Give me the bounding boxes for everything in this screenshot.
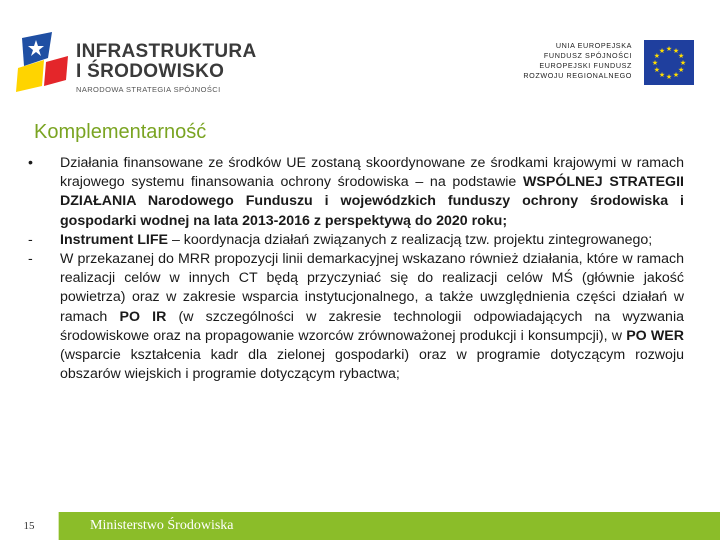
item-text-plain: W przekazanej do MRR propozycji linii demarkacyjnej wskazano również działania, które w ramach realizacji celów w innych CT będą przyczyniać się do realizacji celów MŚ (głównie jakość powietrza) oraz w zakresie wsparcia instytucjonalnego, a także uwzględnienia części działań w ramach: [60, 251, 684, 325]
list-item: [28, 231, 684, 250]
eu-text: [523, 41, 632, 81]
eu-star-icon: ★: [679, 60, 687, 67]
list-item: [28, 250, 684, 384]
eu-star-icon: ★: [672, 47, 680, 55]
eu-line: UNIA EUROPEJSKA: [555, 41, 632, 50]
eu-line: ROZWOJU REGIONALNEGO: [523, 71, 632, 80]
eu-star-icon: ★: [651, 60, 659, 67]
eu-star-icon: ★: [672, 72, 680, 80]
slide-title: Komplementarność: [34, 121, 207, 143]
eu-star-icon: ★: [677, 53, 685, 60]
item-text-plain: (w szczególności w zakresie technologii odpowiadających na wyzwania środowiskowe oraz na propagowanie wzorców zrównoważonej produkcji i konsumpcji), w: [60, 308, 684, 344]
list-item: [28, 154, 684, 231]
eu-flag-icon: [644, 40, 694, 85]
bullet-marker: •: [28, 155, 33, 171]
eu-line: FUNDUSZ SPÓJNOŚCI: [543, 51, 632, 60]
item-text-bold: PO IR: [119, 308, 167, 325]
logo-title-line2: I ŚRODOWISKO: [76, 61, 225, 82]
footer-bar: [0, 512, 720, 540]
list-item-text: [60, 154, 684, 231]
item-text-plain: Działania finansowane ze środków UE zostaną skoordynowane ze środkami krajowymi w ramach krajowego systemu finansowania ochrony środowiska – na podstawie: [60, 155, 684, 191]
dash-marker: -: [28, 231, 33, 248]
item-text-bold: PO WER: [626, 327, 684, 344]
eu-star-icon: ★: [658, 47, 666, 55]
eu-line: EUROPEJSKI FUNDUSZ: [539, 61, 632, 70]
eu-star-icon: ★: [658, 72, 666, 80]
eu-star-icon: ★: [653, 53, 661, 60]
eu-logo: [523, 40, 694, 85]
infrastruktura-logo: [14, 28, 257, 98]
logo-subtitle: NARODOWA STRATEGIA SPÓJNOŚCI: [76, 85, 221, 94]
logo-title-line1: INFRASTRUKTURA: [76, 41, 257, 62]
list-item-text: [60, 231, 684, 250]
eu-star-icon: ★: [665, 74, 673, 81]
eu-star-icon: ★: [677, 67, 685, 74]
item-text-bold: WSPÓLNEJ STRATEGII DZIAŁANIA Narodowego Funduszu i wojewódzkich funduszy ochrony środowiska i gospodarki wodnej na lata 2013-2016 z perspektywą do 2020 roku;: [60, 174, 684, 229]
list-item-text: [60, 250, 684, 384]
eu-star-icon: ★: [653, 67, 661, 74]
dash-marker: -: [28, 251, 33, 268]
item-text-plain: – koordynacja działań związanych z realizacją tzw. projektu zintegrowanego;: [168, 231, 653, 248]
item-text-plain: (wsparcie kształcenia kadr dla zielonej gospodarki) oraz w programie dotyczącym rozwoju obszarów wiejskich i programie dotyczącym rybactwa;: [60, 347, 684, 383]
item-text-bold: Instrument LIFE: [60, 231, 168, 248]
nss-logo-icon: [14, 28, 72, 96]
page-number: 15: [0, 512, 59, 540]
bullet-list: [28, 154, 684, 384]
eu-star-icon: ★: [665, 46, 673, 53]
ministry-name: Ministerstwo Środowiska: [90, 518, 234, 533]
